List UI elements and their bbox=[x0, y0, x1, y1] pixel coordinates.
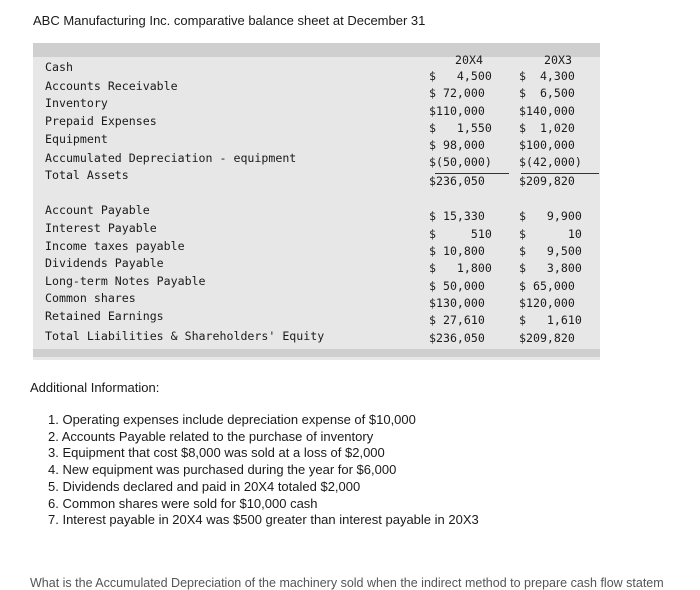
value-20x3: $ 9,900 bbox=[519, 209, 582, 223]
list-item: 1. Operating expenses include depreciation expense of $10,000 bbox=[48, 412, 416, 427]
value-20x4: $(50,000) bbox=[429, 155, 492, 169]
list-item: 4. New equipment was purchased during the year for $6,000 bbox=[48, 462, 397, 478]
additional-info-list bbox=[48, 412, 479, 529]
row-label: Account Payable bbox=[45, 203, 150, 217]
value-20x3: $120,000 bbox=[519, 296, 575, 310]
row-label: Cash bbox=[45, 60, 73, 74]
row-label: Interest Payable bbox=[45, 221, 157, 235]
row-label: Dividends Payable bbox=[45, 256, 164, 270]
row-label: Accounts Receivable bbox=[45, 79, 178, 93]
page-title: ABC Manufacturing Inc. comparative balance sheet at December 31 bbox=[33, 13, 426, 28]
value-20x3: $209,820 bbox=[519, 331, 575, 345]
value-20x3: $ 1,610 bbox=[519, 313, 582, 327]
row-label: Income taxes payable bbox=[45, 239, 185, 253]
value-20x3: $ 4,300 bbox=[519, 69, 575, 83]
list-item: 7. Interest payable in 20X4 was $500 greater than interest payable in 20X3 bbox=[48, 512, 479, 528]
list-item: 3. Equipment that cost $8,000 was sold at a loss of $2,000 bbox=[48, 445, 385, 461]
value-20x3: $ 3,800 bbox=[519, 261, 582, 275]
value-20x4: $130,000 bbox=[429, 296, 485, 310]
value-20x3: $140,000 bbox=[519, 104, 575, 118]
row-label: Common shares bbox=[45, 291, 136, 305]
value-20x4: $ 1,800 bbox=[429, 261, 492, 275]
table-top-band bbox=[33, 43, 600, 57]
value-20x4: $ 10,800 bbox=[429, 244, 485, 258]
list-item: 6. Common shares were sold for $10,000 cash bbox=[48, 495, 318, 511]
value-20x3: $ 9,500 bbox=[519, 244, 582, 258]
value-20x4: $ 15,330 bbox=[429, 209, 485, 223]
value-20x3: $ 6,500 bbox=[519, 86, 575, 100]
list-item: 5. Dividends declared and paid in 20X4 totaled $2,000 bbox=[48, 478, 361, 494]
value-20x4: $ 1,550 bbox=[429, 121, 492, 135]
value-20x4: $ 27,610 bbox=[429, 313, 485, 327]
value-20x4: $ 4,500 bbox=[429, 69, 492, 83]
column-header-20x3: 20X3 bbox=[544, 53, 572, 67]
value-20x3: $ 65,000 bbox=[519, 279, 575, 293]
row-label: Total Liabilities & Shareholders' Equity bbox=[45, 329, 325, 343]
value-20x3: $ 10 bbox=[519, 227, 582, 241]
additional-info-heading: Additional Information: bbox=[30, 380, 160, 395]
column-header-20x4: 20X4 bbox=[455, 53, 483, 67]
balance-sheet-table bbox=[33, 43, 600, 360]
row-label: Retained Earnings bbox=[45, 309, 164, 323]
value-20x3: $100,000 bbox=[519, 138, 575, 152]
table-bottom-band bbox=[33, 349, 600, 357]
row-label: Prepaid Expenses bbox=[45, 114, 157, 128]
row-label: Accumulated Depreciation - equipment bbox=[45, 151, 297, 165]
value-20x4: $ 50,000 bbox=[429, 279, 485, 293]
value-20x3: $209,820 bbox=[519, 174, 575, 188]
value-20x4: $ 510 bbox=[429, 227, 492, 241]
value-20x4: $110,000 bbox=[429, 104, 485, 118]
list-item: 2. Accounts Payable related to the purchase of inventory bbox=[48, 428, 374, 444]
value-20x4: $236,050 bbox=[429, 174, 485, 188]
row-label: Inventory bbox=[45, 96, 108, 110]
value-20x3: $(42,000) bbox=[519, 155, 582, 169]
value-20x4: $ 98,000 bbox=[429, 138, 485, 152]
value-20x4: $ 72,000 bbox=[429, 86, 485, 100]
row-label: Total Assets bbox=[45, 168, 129, 182]
row-label: Equipment bbox=[45, 132, 108, 146]
row-label: Long-term Notes Payable bbox=[45, 274, 206, 288]
value-20x3: $ 1,020 bbox=[519, 121, 575, 135]
value-20x4: $236,050 bbox=[429, 331, 485, 345]
question-text: What is the Accumulated Depreciation of the machinery sold when the indirect method to prepare cash flow statem bbox=[30, 576, 664, 590]
